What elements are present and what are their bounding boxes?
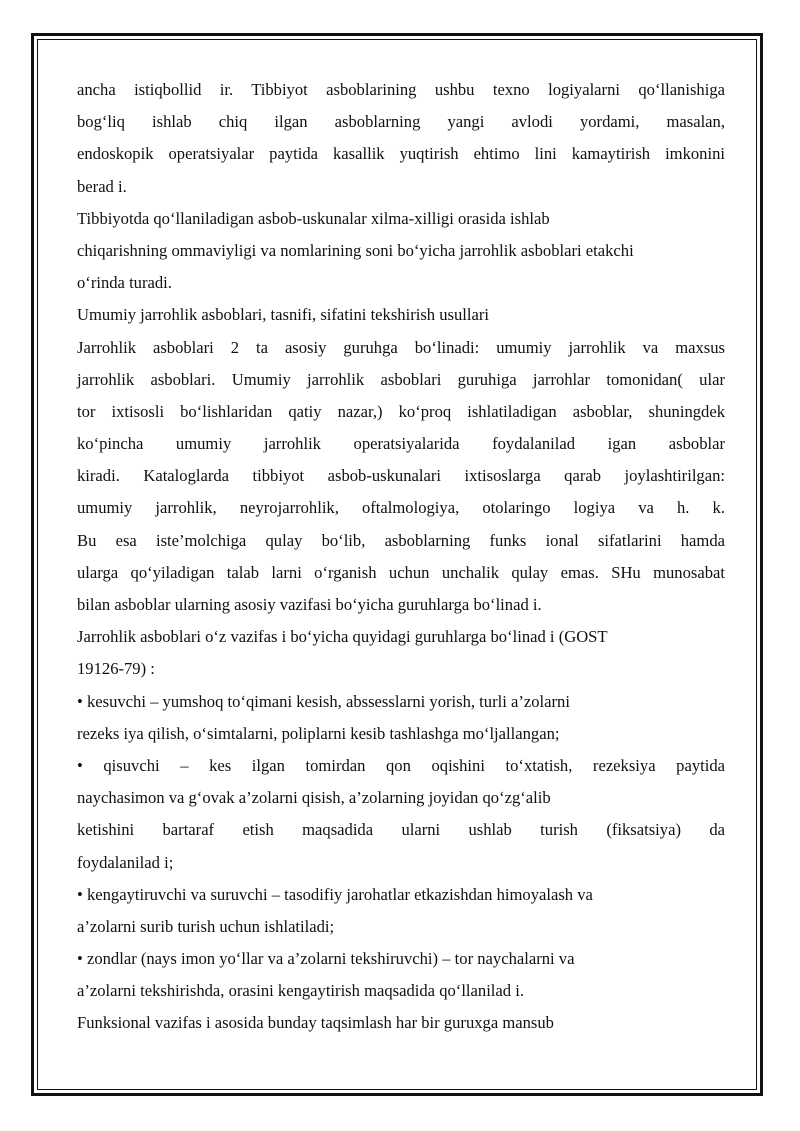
text-line: Bu esa iste’molchiga qulay bo‘lib, asboblarning funks ional sifatlarini hamda (77, 530, 725, 550)
text-line: endoskopik operatsiyalar paytida kasallik yuqtirish ehtimo lini kamaytirish imkonini (77, 144, 725, 164)
bullet-item: • kesuvchi – yumshoq to‘qimani kesish, abssesslarni yorish, turli a’zolarni (77, 691, 570, 711)
bullet-item: • zondlar (nays imon yo‘llar va a’zolarni tekshiruvchi) – tor naychalarni va (77, 949, 575, 969)
text-line: tor ixtisosli bo‘lishlaridan qatiy nazar,) ko‘proq ishlatiladigan asboblar, shuningdek (77, 401, 725, 421)
text-line: ketishini bartaraf etish maqsadida ularni ushlab turish (fiksatsiya) da (77, 820, 725, 840)
document-body (77, 74, 725, 1040)
text-line: foydalanilad i; (77, 852, 174, 872)
section-heading: Umumiy jarrohlik asboblari, tasnifi, sifatini tekshirish usullari (77, 305, 490, 325)
text-line: jarrohlik asboblari. Umumiy jarrohlik asboblari guruhiga jarrohlar tomonidan( ular (77, 369, 725, 389)
text-line: Jarrohlik asboblari o‘z vazifas i bo‘yicha quyidagi guruhlarga bo‘linad i (GOST (77, 627, 608, 647)
bullet-item: • kengaytiruvchi va suruvchi – tasodifiy jarohatlar etkazishdan himoyalash va (77, 884, 593, 904)
text-line: berad i. (77, 176, 127, 196)
text-line: rezeks iya qilish, o‘simtalarni, poliplarni kesib tashlashga mo‘ljallangan; (77, 723, 560, 743)
text-line: ularga qo‘yiladigan talab larni o‘rganish uchun unchalik qulay emas. SHu munosabat (77, 562, 725, 582)
text-line: Jarrohlik asboblari 2 ta asosiy guruhga bo‘linadi: umumiy jarrohlik va maxsus (77, 337, 725, 357)
text-line: naychasimon va g‘ovak a’zolarni qisish, a’zolarning joyidan qo‘zg‘alib (77, 788, 551, 808)
text-line: kiradi. Kataloglarda tibbiyot asbob-uskunalari ixtisoslarga qarab joylashtirilgan: (77, 466, 725, 486)
text-line: a’zolarni tekshirishda, orasini kengaytirish maqsadida qo‘llanilad i. (77, 981, 524, 1001)
text-line: umumiy jarrohlik, neyrojarrohlik, oftalmologiya, otolaringo logiya va h. k. (77, 498, 725, 518)
text-line: a’zolarni surib turish uchun ishlatiladi; (77, 916, 335, 936)
text-line: ancha istiqbollid ir. Tibbiyot asboblarining ushbu texno logiyalarni qo‘llanishiga (77, 80, 725, 99)
bullet-item: • qisuvchi – kes ilgan tomirdan qon oqishini to‘xtatish, rezeksiya paytida (77, 755, 725, 775)
text-line: o‘rinda turadi. (77, 273, 172, 293)
text-line: chiqarishning ommaviyligi va nomlarining soni bo‘yicha jarrohlik asboblari etakchi (77, 240, 634, 260)
text-line: bilan asboblar ularning asosiy vazifasi bo‘yicha guruhlarga bo‘linad i. (77, 595, 542, 614)
text-line: Tibbiyotda qo‘llaniladigan asbob-uskunalar xilma-xilligi orasida ishlab (77, 208, 550, 228)
text-line: 19126-79) : (77, 659, 155, 679)
text-line: Funksional vazifas i asosida bunday taqsimlash har bir guruxga mansub (77, 1013, 554, 1033)
text-line: ko‘pincha umumiy jarrohlik operatsiyalarida foydalanilad igan asboblar (77, 434, 725, 454)
text-line: bog‘liq ishlab chiq ilgan asboblarning yangi avlodi yordami, masalan, (77, 112, 725, 132)
